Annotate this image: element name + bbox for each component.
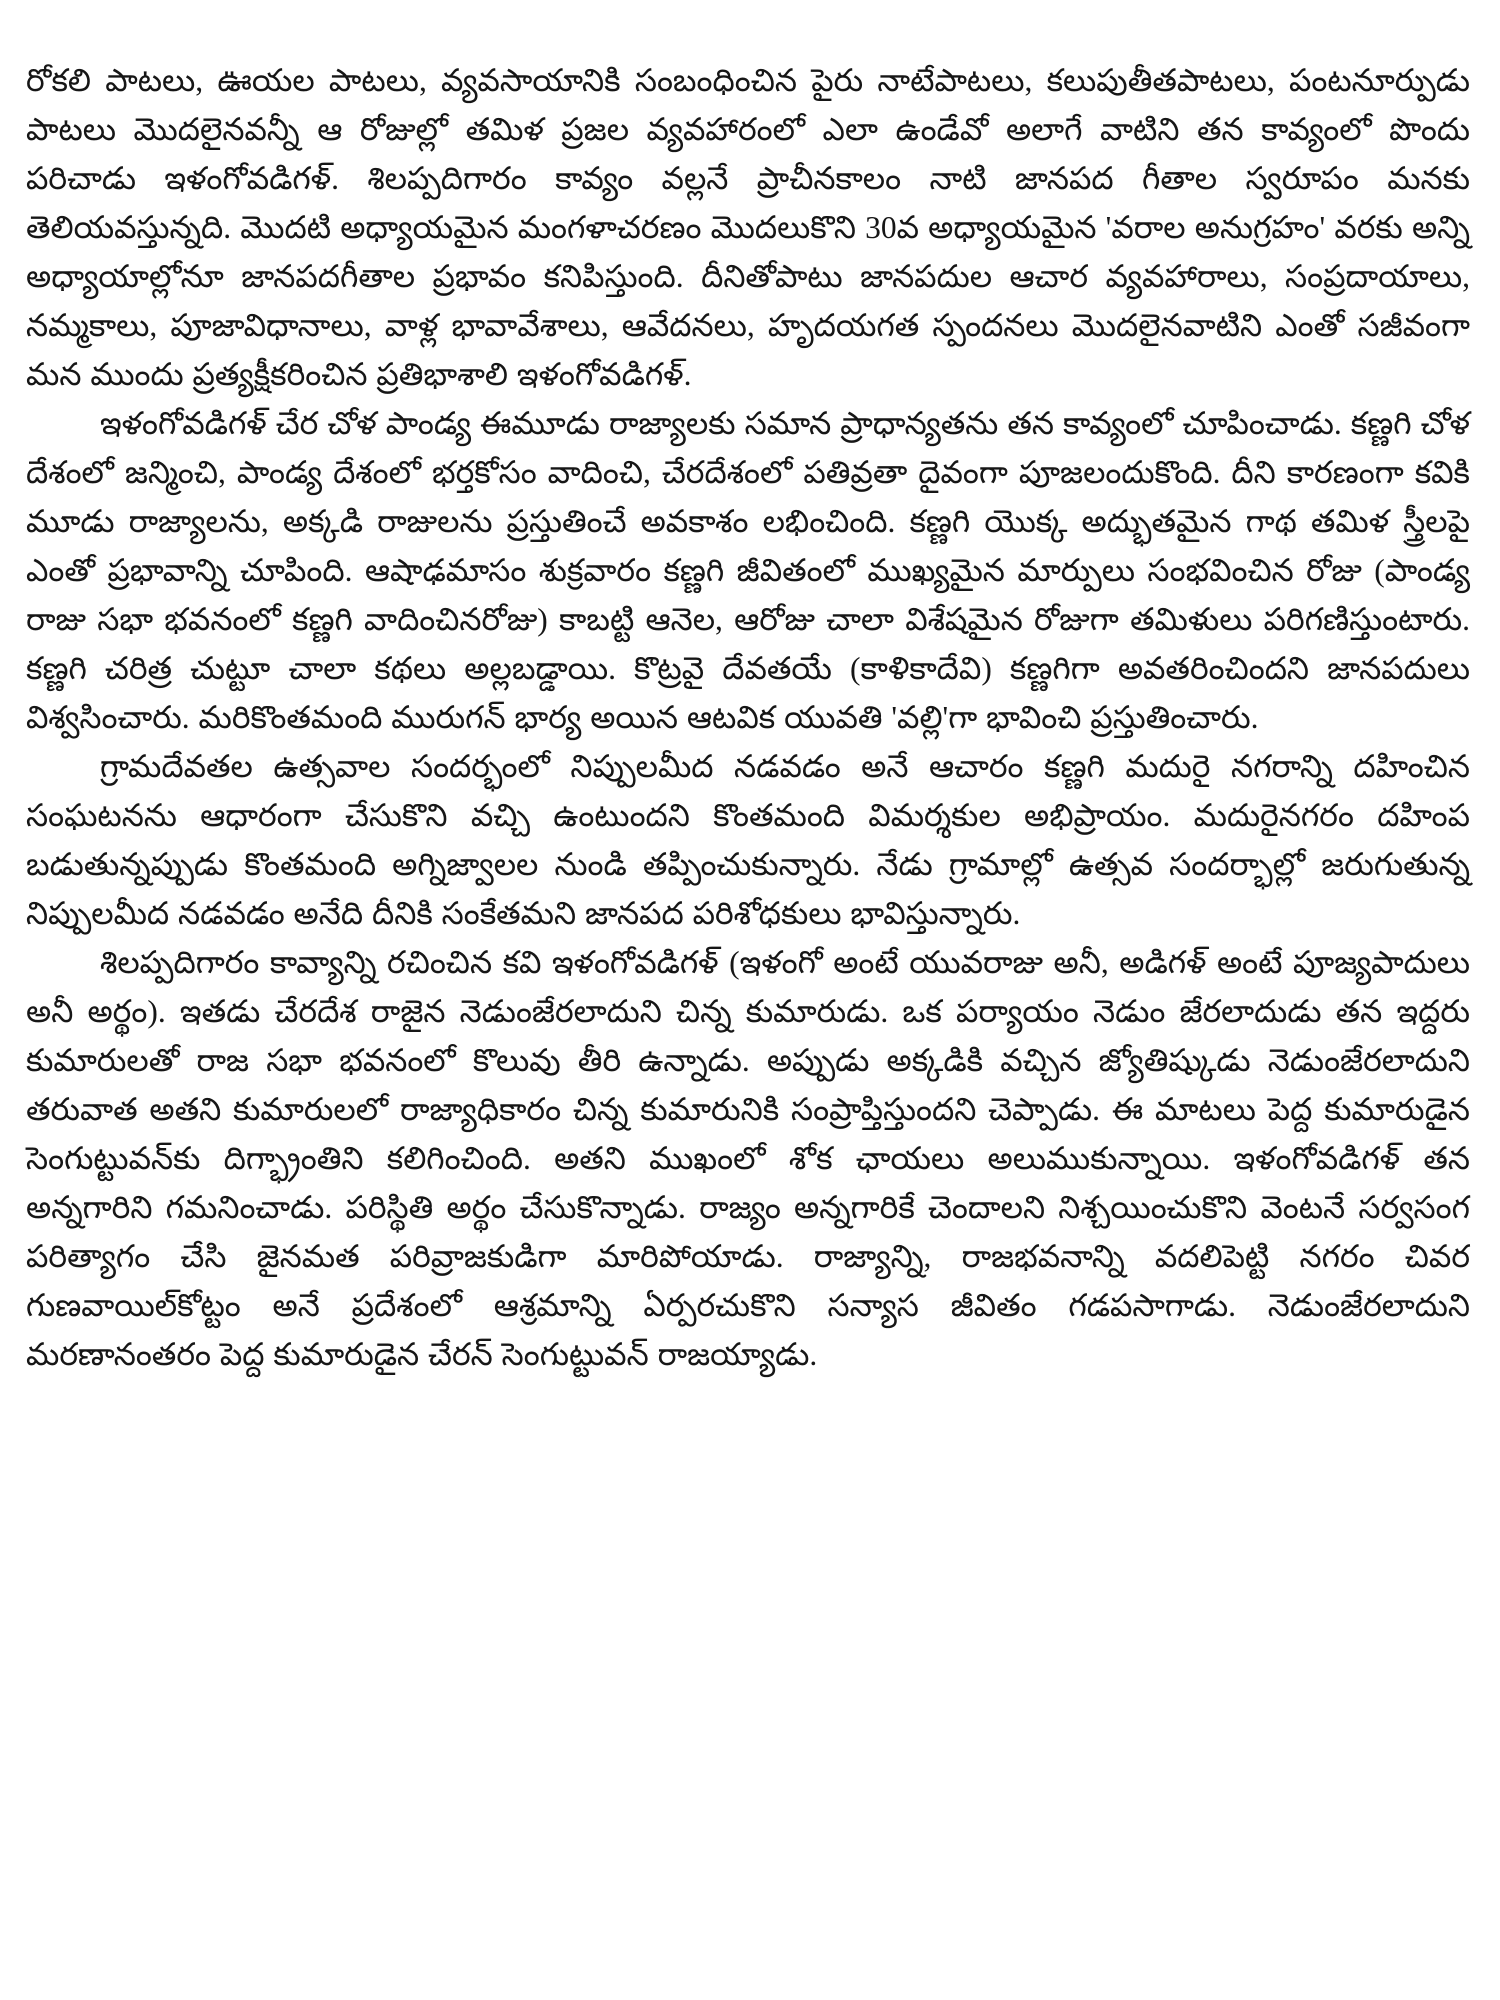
paragraph-three-kingdoms-kannagi: ఇళంగోవడిగళ్ చేర చోళ పాండ్య ఈమూడు రాజ్యాలకు సమాన ప్రాధాన్యతను తన కావ్యంలో చూపించాడు. కణ్ణగి చోళ దేశంలో జన్మించి, పాండ్య దేశంలో భర్తకోసం వాదించి, చేరదేశంలో పతివ్రతా దైవంగా పూజలందుకొంది. దీని కారణంగా కవికి మూడు రాజ్యాలను, అక్కడి రాజులను ప్రస్తుతించే అవకాశం లభించింది. కణ్ణగి యొక్క అద్భుతమైన గాథ తమిళ స్త్రీలపై ఎంతో ప్రభావాన్ని చూపింది. ఆషాఢమాసం శుక్రవారం కణ్ణగి జీవితంలో ముఖ్యమైన మార్పులు సంభవించిన రోజు (పాండ్య రాజు సభా భవనంలో కణ్ణగి వాదించినరోజు) కాబట్టి ఆనెల, ఆరోజు చాలా విశేషమైన రోజుగా తమిళులు పరిగణిస్తుంటారు. కణ్ణగి చరిత్ర చుట్టూ చాలా కథలు అల్లబడ్డాయి. కొట్రవై దేవతయే (కాళికాదేవి) కణ్ణగిగా అవతరించిందని జానపదులు విశ్వసించారు. మరికొంతమంది మురుగన్ భార్య అయిన ఆటవిక యువతి 'వల్లి'గా భావించి ప్రస్తుతించారు. [26, 406, 1470, 735]
paragraph-folk-songs: రోకలి పాటలు, ఊయల పాటలు, వ్యవసాయానికి సంబంధించిన పైరు నాటేపాటలు, కలుపుతీతపాటలు, పంటనూర్పుడు పాటలు మొదలైనవన్నీ ఆ రోజుల్లో తమిళ ప్రజల వ్యవహారంలో ఎలా ఉండేవో అలాగే వాటిని తన కావ్యంలో పొందు పరిచాడు ఇళంగోవడిగళ్. శిలప్పదిగారం కావ్యం వల్లనే ప్రాచీనకాలం నాటి జానపద గీతాల స్వరూపం మనకు తెలియవస్తున్నది. మొదటి అధ్యాయమైన మంగళాచరణం మొదలుకొని 30వ అధ్యాయమైన 'వరాల అనుగ్రహం' వరకు అన్ని అధ్యాయాల్లోనూ జానపదగీతాల ప్రభావం కనిపిస్తుంది. దీనితోపాటు జానపదుల ఆచార వ్యవహారాలు, సంప్రదాయాలు, నమ్మకాలు, పూజావిధానాలు, వాళ్ల భావావేశాలు, ఆవేదనలు, హృదయగత స్పందనలు మొదలైనవాటిని ఎంతో సజీవంగా మన ముందు ప్రత్యక్షీకరించిన ప్రతిభాశాలి ఇళంగోవడిగళ్. [26, 63, 1470, 392]
paragraph-ilango-adigal-story: శిలప్పదిగారం కావ్యాన్ని రచించిన కవి ఇళంగోవడిగళ్ (ఇళంగో అంటే యువరాజు అనీ, అడిగళ్ అంటే పూజ్యపాదులు అనీ అర్థం). ఇతడు చేరదేశ రాజైన నెడుంజేరలాదుని చిన్న కుమారుడు. ఒక పర్యాయం నెడుం జేరలాదుడు తన ఇద్దరు కుమారులతో రాజ సభా భవనంలో కొలువు తీరి ఉన్నాడు. అప్పుడు అక్కడికి వచ్చిన జ్యోతిష్కుడు నెడుంజేరలాదుని తరువాత అతని కుమారులలో రాజ్యాధికారం చిన్న కుమారునికి సంప్రాప్తిస్తుందని చెప్పాడు. ఈ మాటలు పెద్ద కుమారుడైన సెంగుట్టువన్‌కు దిగ్భ్రాంతిని కలిగించింది. అతని ముఖంలో శోక ఛాయలు అలుముకున్నాయి. ఇళంగోవడిగళ్ తన అన్నగారిని గమనించాడు. పరిస్థితి అర్థం చేసుకొన్నాడు. రాజ్యం అన్నగారికే చెందాలని నిశ్చయించుకొని వెంటనే సర్వసంగ పరిత్యాగం చేసి జైనమత పరివ్రాజకుడిగా మారిపోయాడు. రాజ్యాన్ని, రాజభవనాన్ని వదలిపెట్టి నగరం చివర గుణవాయిల్‌కోట్టం అనే ప్రదేశంలో ఆశ్రమాన్ని ఏర్పరచుకొని సన్యాస జీవితం గడపసాగాడు. నెడుంజేరలాదుని మరణానంతరం పెద్ద కుమారుడైన చేరన్ సెంగుట్టువన్ రాజయ్యాడు. [26, 945, 1470, 1372]
paragraph-firewalking-custom: గ్రామదేవతల ఉత్సవాల సందర్భంలో నిప్పులమీద నడవడం అనే ఆచారం కణ్ణగి మదురై నగరాన్ని దహించిన సంఘటనను ఆధారంగా చేసుకొని వచ్చి ఉంటుందని కొంతమంది విమర్శకుల అభిప్రాయం. మదురైనగరం దహింప బడుతున్నప్పుడు కొంతమంది అగ్నిజ్వాలల నుండి తప్పించుకున్నారు. నేడు గ్రామాల్లో ఉత్సవ సందర్భాల్లో జరుగుతున్న నిప్పులమీద నడవడం అనేది దీనికి సంకేతమని జానపద పరిశోధకులు భావిస్తున్నారు. [26, 749, 1470, 931]
